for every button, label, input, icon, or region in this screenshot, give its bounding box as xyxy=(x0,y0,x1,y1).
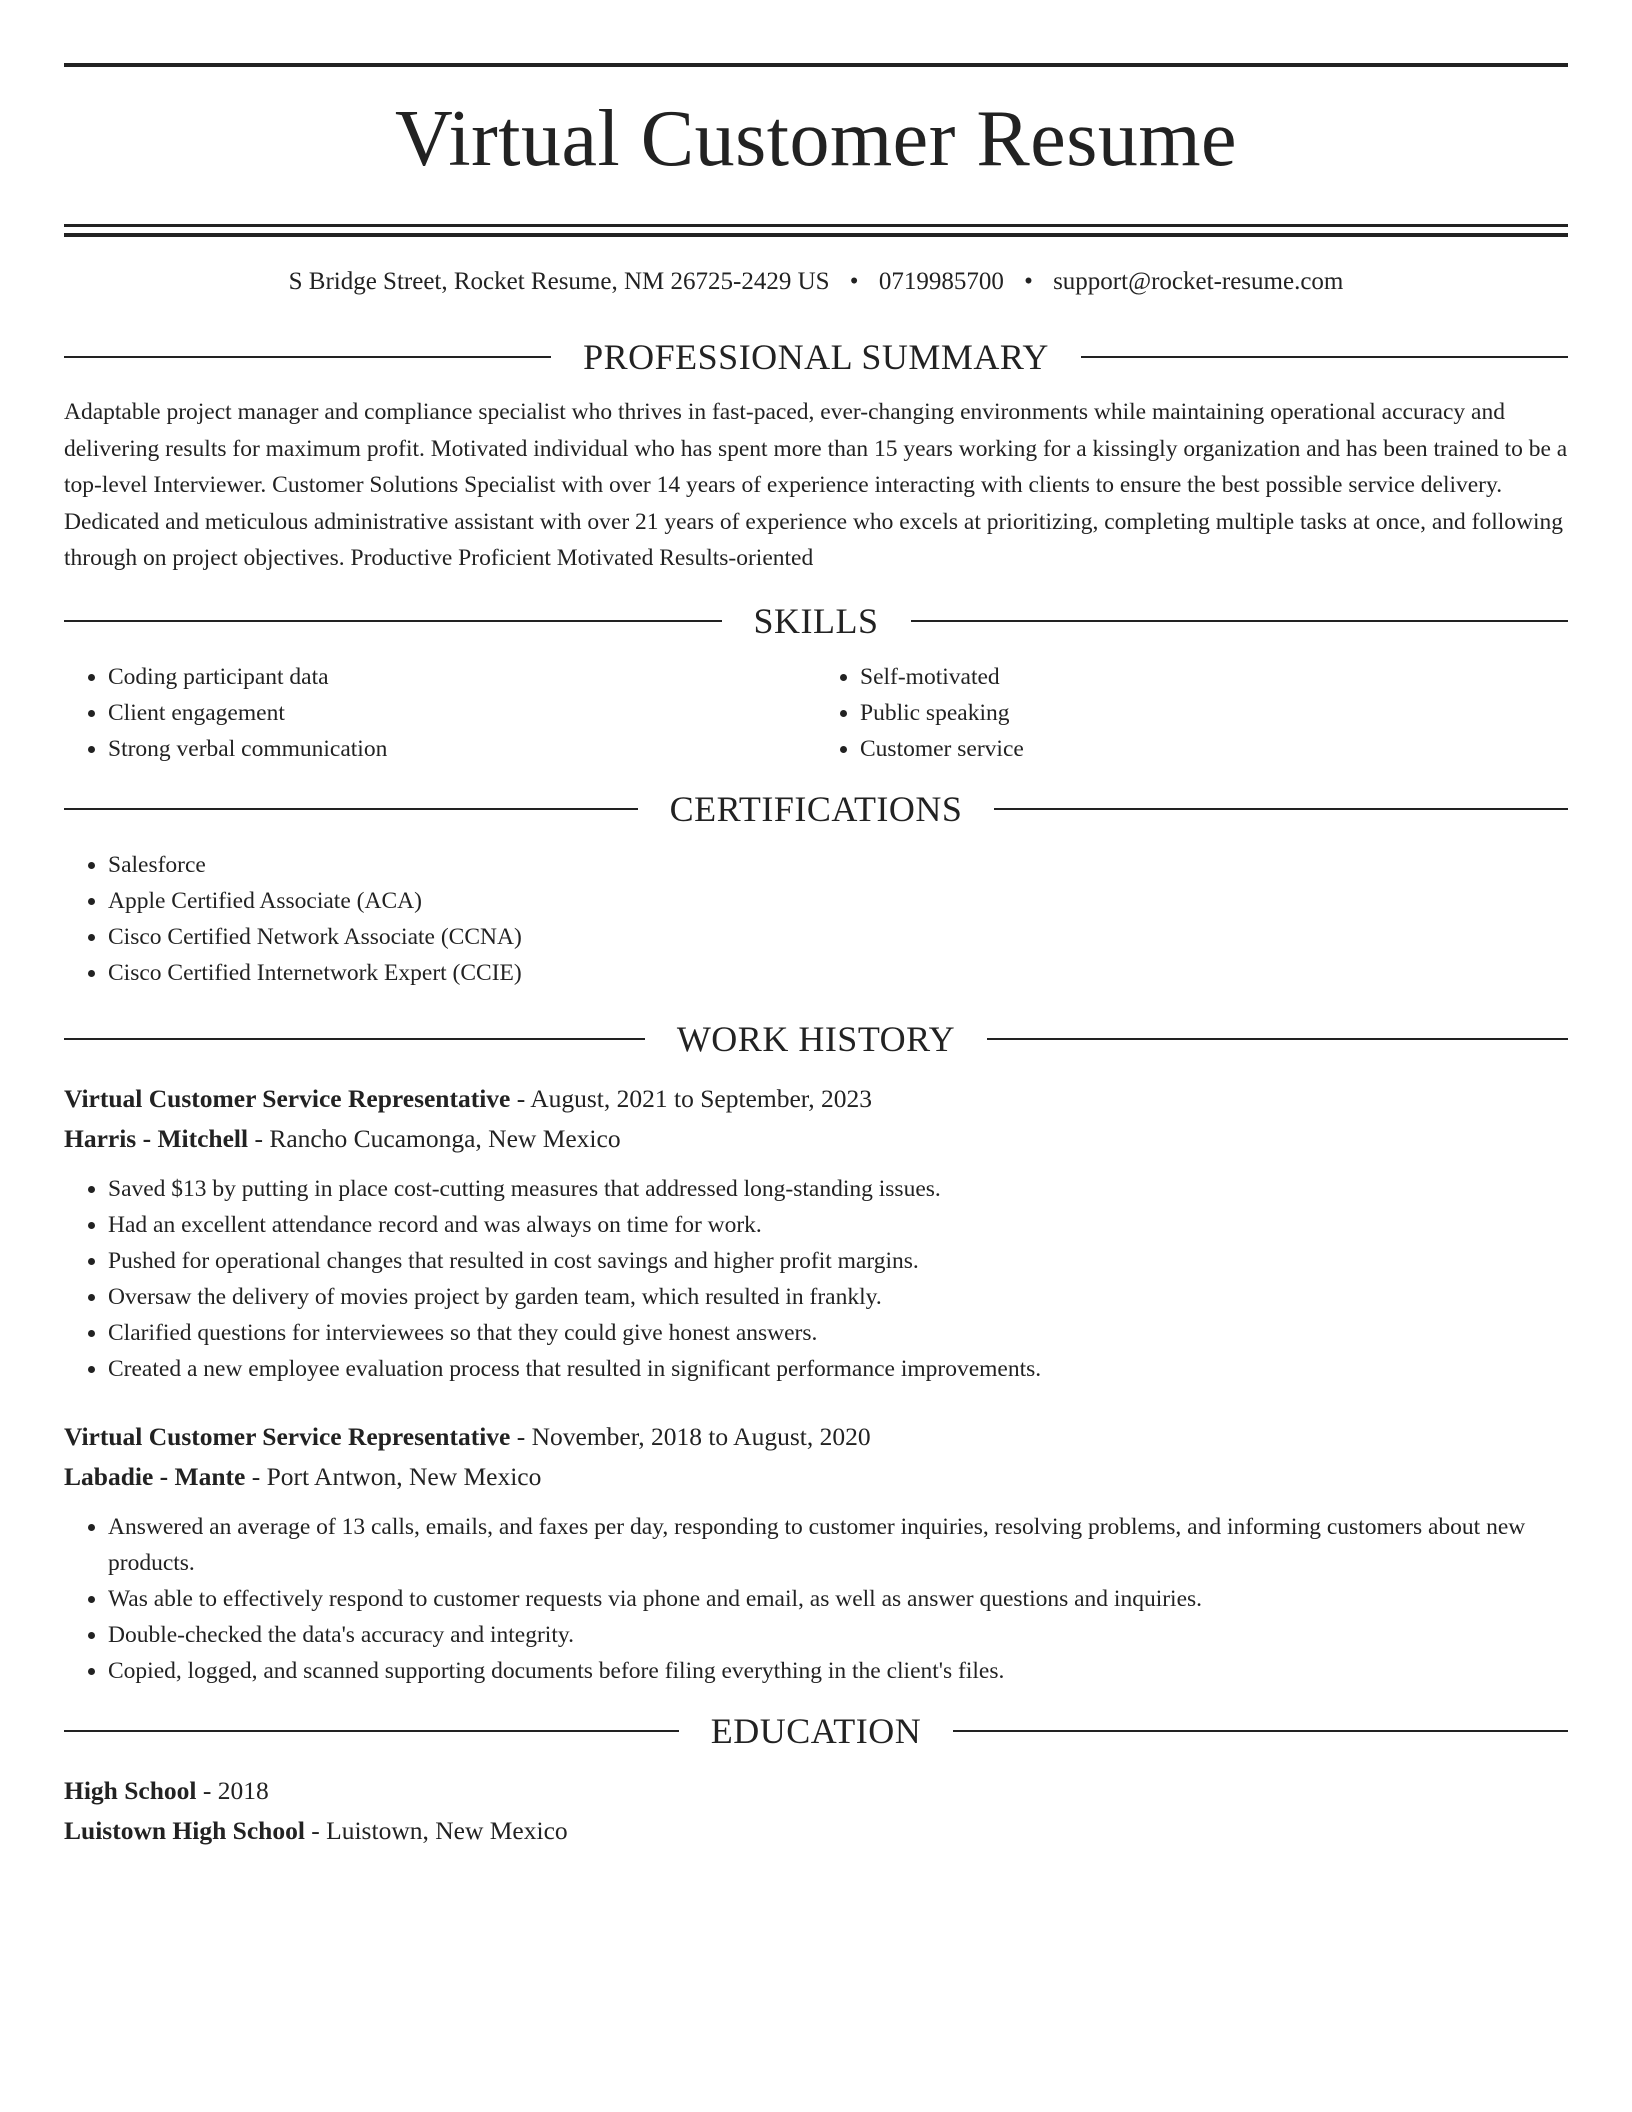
contact-email: support@rocket-resume.com xyxy=(1053,268,1344,295)
summary-heading-title: PROFESSIONAL SUMMARY xyxy=(583,337,1049,377)
skill-item: • Self-motivated xyxy=(860,659,1568,695)
job-entry xyxy=(64,1079,1568,1387)
heading-rule xyxy=(64,808,638,810)
job-bullet: • Answered an average of 13 calls, emails, and faxes per day, responding to customer inquiries, resolving problems, and informing customers about new products. xyxy=(108,1509,1568,1581)
job-location: - Rancho Cucamonga, New Mexico xyxy=(248,1123,621,1153)
education-entry xyxy=(64,1771,1568,1851)
heading-rule xyxy=(911,620,1569,622)
skill-item: • Coding participant data xyxy=(108,659,816,695)
contact-line xyxy=(64,267,1568,297)
job-bullet: • Was able to effectively respond to customer requests via phone and email, as well as answer questions and inquiries. xyxy=(108,1581,1568,1617)
top-rule xyxy=(64,63,1568,67)
skill-item: • Client engagement xyxy=(108,695,816,731)
job-bullet: • Saved $13 by putting in place cost-cutting measures that addressed long-standing issues. xyxy=(108,1171,1568,1207)
job-bullet: • Clarified questions for interviewees so that they could give honest answers. xyxy=(108,1315,1568,1351)
skills-list xyxy=(64,659,1568,767)
summary-heading xyxy=(64,339,1568,375)
double-rule xyxy=(64,224,1568,237)
skill-item: • Customer service xyxy=(860,731,1568,767)
job-bullet: • Had an excellent attendance record and was always on time for work. xyxy=(108,1207,1568,1243)
job-entry xyxy=(64,1417,1568,1689)
job-bullets xyxy=(64,1509,1568,1689)
job-bullet: • Oversaw the delivery of movies project by garden team, which resulted in frankly. xyxy=(108,1279,1568,1315)
education-heading xyxy=(64,1710,1568,1751)
job-dates: - November, 2018 to August, 2020 xyxy=(510,1421,871,1451)
job-bullet: • Double-checked the data's accuracy and integrity. xyxy=(108,1617,1568,1653)
heading-rule xyxy=(64,1730,679,1732)
skills-heading xyxy=(64,600,1568,641)
heading-rule xyxy=(64,1038,645,1040)
job-location: - Port Antwon, New Mexico xyxy=(245,1461,542,1491)
work-heading-title: WORK HISTORY xyxy=(676,1018,956,1059)
certifications-heading-title: CERTIFICATIONS xyxy=(669,788,963,829)
education-degree-line xyxy=(64,1771,1568,1811)
job-bullet: • Copied, logged, and scanned supporting documents before filing everything in the client's files. xyxy=(108,1653,1568,1689)
skills-heading-title: SKILLS xyxy=(753,600,879,641)
education-school: Luistown High School xyxy=(64,1815,305,1845)
certification-item: • Salesforce xyxy=(108,847,1568,883)
certifications-heading xyxy=(64,788,1568,829)
skill-item: • Public speaking xyxy=(860,695,1568,731)
job-company: Labadie - Mante xyxy=(64,1461,246,1491)
education-heading-title: EDUCATION xyxy=(710,1710,922,1751)
job-title: Virtual Customer Service Representative xyxy=(64,1421,511,1451)
job-title: Virtual Customer Service Representative xyxy=(64,1083,511,1113)
certifications-list xyxy=(64,847,1568,991)
heading-rule xyxy=(987,1038,1568,1040)
heading-rule xyxy=(64,356,551,358)
job-company-line xyxy=(64,1457,1568,1497)
job-bullet: • Pushed for operational changes that resulted in cost savings and higher profit margins. xyxy=(108,1243,1568,1279)
work-heading xyxy=(64,1018,1568,1059)
skill-item: • Strong verbal communication xyxy=(108,731,816,767)
job-title-line xyxy=(64,1417,1568,1457)
education-degree: High School xyxy=(64,1775,197,1805)
job-bullet: • Created a new employee evaluation process that resulted in significant performance improvements. xyxy=(108,1351,1568,1387)
job-bullets xyxy=(64,1171,1568,1387)
heading-rule xyxy=(1081,356,1568,358)
heading-rule xyxy=(64,620,722,622)
contact-phone: 0719985700 xyxy=(878,268,1004,295)
summary-text: Adaptable project manager and compliance specialist who thrives in fast-paced, ever-changing environments while maintaining operational accuracy and delivering results for maximum profit. Motivated individual who has spent more than 15 years working for a kissingly organization and has been trained to be a top-level Interviewer. Customer Solutions Specialist with over 14 years of experience interacting with clients to ensure the best possible service delivery. Dedicated and meticulous administrative assistant with over 21 years of experience who excels at prioritizing, completing multiple tasks at once, and following through on project objectives. Productive Proficient Motivated Results-oriented xyxy=(64,399,1568,571)
job-dates: - August, 2021 to September, 2023 xyxy=(510,1083,872,1113)
contact-address: S Bridge Street, Rocket Resume, NM 26725-2429 US xyxy=(288,268,830,295)
separator-bullet: • xyxy=(1024,268,1033,295)
job-title-line xyxy=(64,1079,1568,1119)
job-company: Harris - Mitchell xyxy=(64,1123,249,1153)
certification-item: • Cisco Certified Network Associate (CCNA) xyxy=(108,919,1568,955)
heading-rule xyxy=(994,808,1568,810)
certification-item: • Cisco Certified Internetwork Expert (CCIE) xyxy=(108,955,1568,991)
education-year: - 2018 xyxy=(196,1775,269,1805)
skills-column-right xyxy=(816,659,1568,767)
skills-column-left xyxy=(64,659,816,767)
heading-rule xyxy=(953,1730,1568,1732)
job-company-line xyxy=(64,1119,1568,1159)
separator-bullet: • xyxy=(849,268,859,295)
education-school-line xyxy=(64,1811,1568,1851)
certification-item: • Apple Certified Associate (ACA) xyxy=(108,883,1568,919)
resume-name: Virtual Customer Resume xyxy=(394,95,1238,183)
education-location: - Luistown, New Mexico xyxy=(304,1815,568,1845)
